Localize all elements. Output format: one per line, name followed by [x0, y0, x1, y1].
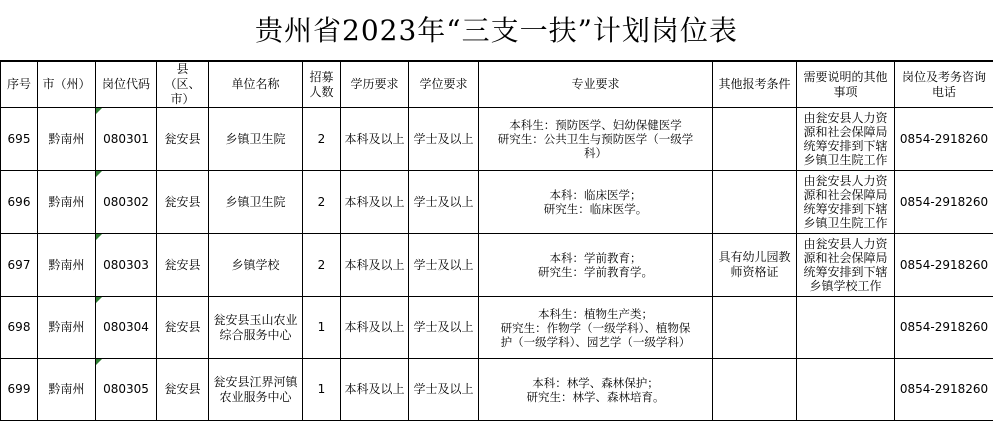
cell-major — [479, 171, 713, 234]
cell-major — [479, 359, 713, 421]
cell-city: 黔南州 — [38, 108, 96, 171]
header-cell: 序号 — [1, 62, 38, 108]
cell-county: 瓮安县 — [157, 297, 209, 359]
major-line: 本科生：预防医学、妇幼保健医学 — [481, 118, 710, 132]
major-line: 本科：临床医学； — [481, 188, 710, 202]
header-cell: 岗位及考务咨询电话 — [895, 62, 993, 108]
cell-other: 具有幼儿园教师资格证 — [713, 234, 797, 297]
cell-code: 080301 — [96, 108, 157, 171]
cell-phone: 0854-2918260 — [895, 171, 993, 234]
cell-phone: 0854-2918260 — [895, 234, 993, 297]
cell-county: 瓮安县 — [157, 108, 209, 171]
cell-count: 2 — [303, 108, 341, 171]
header-cell: 需要说明的其他事项 — [797, 62, 895, 108]
header-cell: 市（州） — [38, 62, 96, 108]
cell-city: 黔南州 — [38, 359, 96, 421]
cell-city: 黔南州 — [38, 297, 96, 359]
cell-major — [479, 297, 713, 359]
header-cell: 县（区、市） — [157, 62, 209, 108]
table-row — [1, 359, 993, 421]
major-line: 研究生：公共卫生与预防医学（一级学 — [481, 132, 710, 146]
cell-phone: 0854-2918260 — [895, 359, 993, 421]
cell-note — [797, 359, 895, 421]
cell-note — [797, 297, 895, 359]
cell-major — [479, 234, 713, 297]
cell-code: 080304 — [96, 297, 157, 359]
table-row — [1, 171, 993, 234]
cell-no: 699 — [1, 359, 38, 421]
major-line: 本科：林学、森林保护； — [481, 376, 710, 390]
table-row — [1, 108, 993, 171]
cell-count: 1 — [303, 297, 341, 359]
cell-degree: 学士及以上 — [409, 171, 479, 234]
header-cell: 岗位代码 — [96, 62, 157, 108]
page-title: 贵州省2023年“三支一扶”计划岗位表 — [0, 0, 993, 61]
cell-no: 698 — [1, 297, 38, 359]
cell-edu: 本科及以上 — [341, 234, 409, 297]
cell-note: 由瓮安县人力资源和社会保障局统筹安排到下辖乡镇卫生院工作 — [797, 171, 895, 234]
table-header-row — [1, 62, 993, 108]
header-cell: 单位名称 — [209, 62, 303, 108]
cell-county: 瓮安县 — [157, 171, 209, 234]
cell-note: 由瓮安县人力资源和社会保障局统筹安排到下辖乡镇卫生院工作 — [797, 108, 895, 171]
cell-degree: 学士及以上 — [409, 108, 479, 171]
cell-city: 黔南州 — [38, 171, 96, 234]
major-line: 研究生：临床医学。 — [481, 202, 710, 216]
cell-code: 080305 — [96, 359, 157, 421]
header-cell: 其他报考条件 — [713, 62, 797, 108]
table-row — [1, 297, 993, 359]
cell-phone: 0854-2918260 — [895, 108, 993, 171]
major-line: 研究生：林学、森林培育。 — [481, 390, 710, 404]
cell-count: 2 — [303, 234, 341, 297]
cell-unit: 乡镇卫生院 — [209, 171, 303, 234]
major-line: 研究生：学前教育学。 — [481, 265, 710, 279]
cell-other — [713, 359, 797, 421]
header-cell: 专业要求 — [479, 62, 713, 108]
cell-no: 695 — [1, 108, 38, 171]
cell-edu: 本科及以上 — [341, 297, 409, 359]
header-cell: 招募人数 — [303, 62, 341, 108]
cell-no: 697 — [1, 234, 38, 297]
header-cell: 学历要求 — [341, 62, 409, 108]
major-line: 科） — [481, 146, 710, 160]
cell-other — [713, 108, 797, 171]
major-line: 护（一级学科）、园艺学（一级学科） — [481, 335, 710, 349]
cell-unit: 乡镇卫生院 — [209, 108, 303, 171]
cell-degree: 学士及以上 — [409, 297, 479, 359]
table-row — [1, 234, 993, 297]
cell-degree: 学士及以上 — [409, 234, 479, 297]
major-line: 本科生：植物生产类； — [481, 307, 710, 321]
major-line: 本科：学前教育； — [481, 251, 710, 265]
header-cell: 学位要求 — [409, 62, 479, 108]
cell-other — [713, 171, 797, 234]
cell-note: 由瓮安县人力资源和社会保障局统筹安排到下辖乡镇学校工作 — [797, 234, 895, 297]
cell-city: 黔南州 — [38, 234, 96, 297]
cell-phone: 0854-2918260 — [895, 297, 993, 359]
cell-count: 1 — [303, 359, 341, 421]
major-line: 研究生：作物学（一级学科）、植物保 — [481, 321, 710, 335]
cell-other — [713, 297, 797, 359]
cell-county: 瓮安县 — [157, 359, 209, 421]
positions-table — [0, 61, 993, 421]
cell-unit: 瓮安县江界河镇农业服务中心 — [209, 359, 303, 421]
cell-no: 696 — [1, 171, 38, 234]
cell-code: 080303 — [96, 234, 157, 297]
cell-degree: 学士及以上 — [409, 359, 479, 421]
cell-unit: 乡镇学校 — [209, 234, 303, 297]
cell-edu: 本科及以上 — [341, 108, 409, 171]
cell-major — [479, 108, 713, 171]
cell-edu: 本科及以上 — [341, 171, 409, 234]
cell-edu: 本科及以上 — [341, 359, 409, 421]
cell-code: 080302 — [96, 171, 157, 234]
cell-unit: 瓮安县玉山农业综合服务中心 — [209, 297, 303, 359]
cell-county: 瓮安县 — [157, 234, 209, 297]
cell-count: 2 — [303, 171, 341, 234]
